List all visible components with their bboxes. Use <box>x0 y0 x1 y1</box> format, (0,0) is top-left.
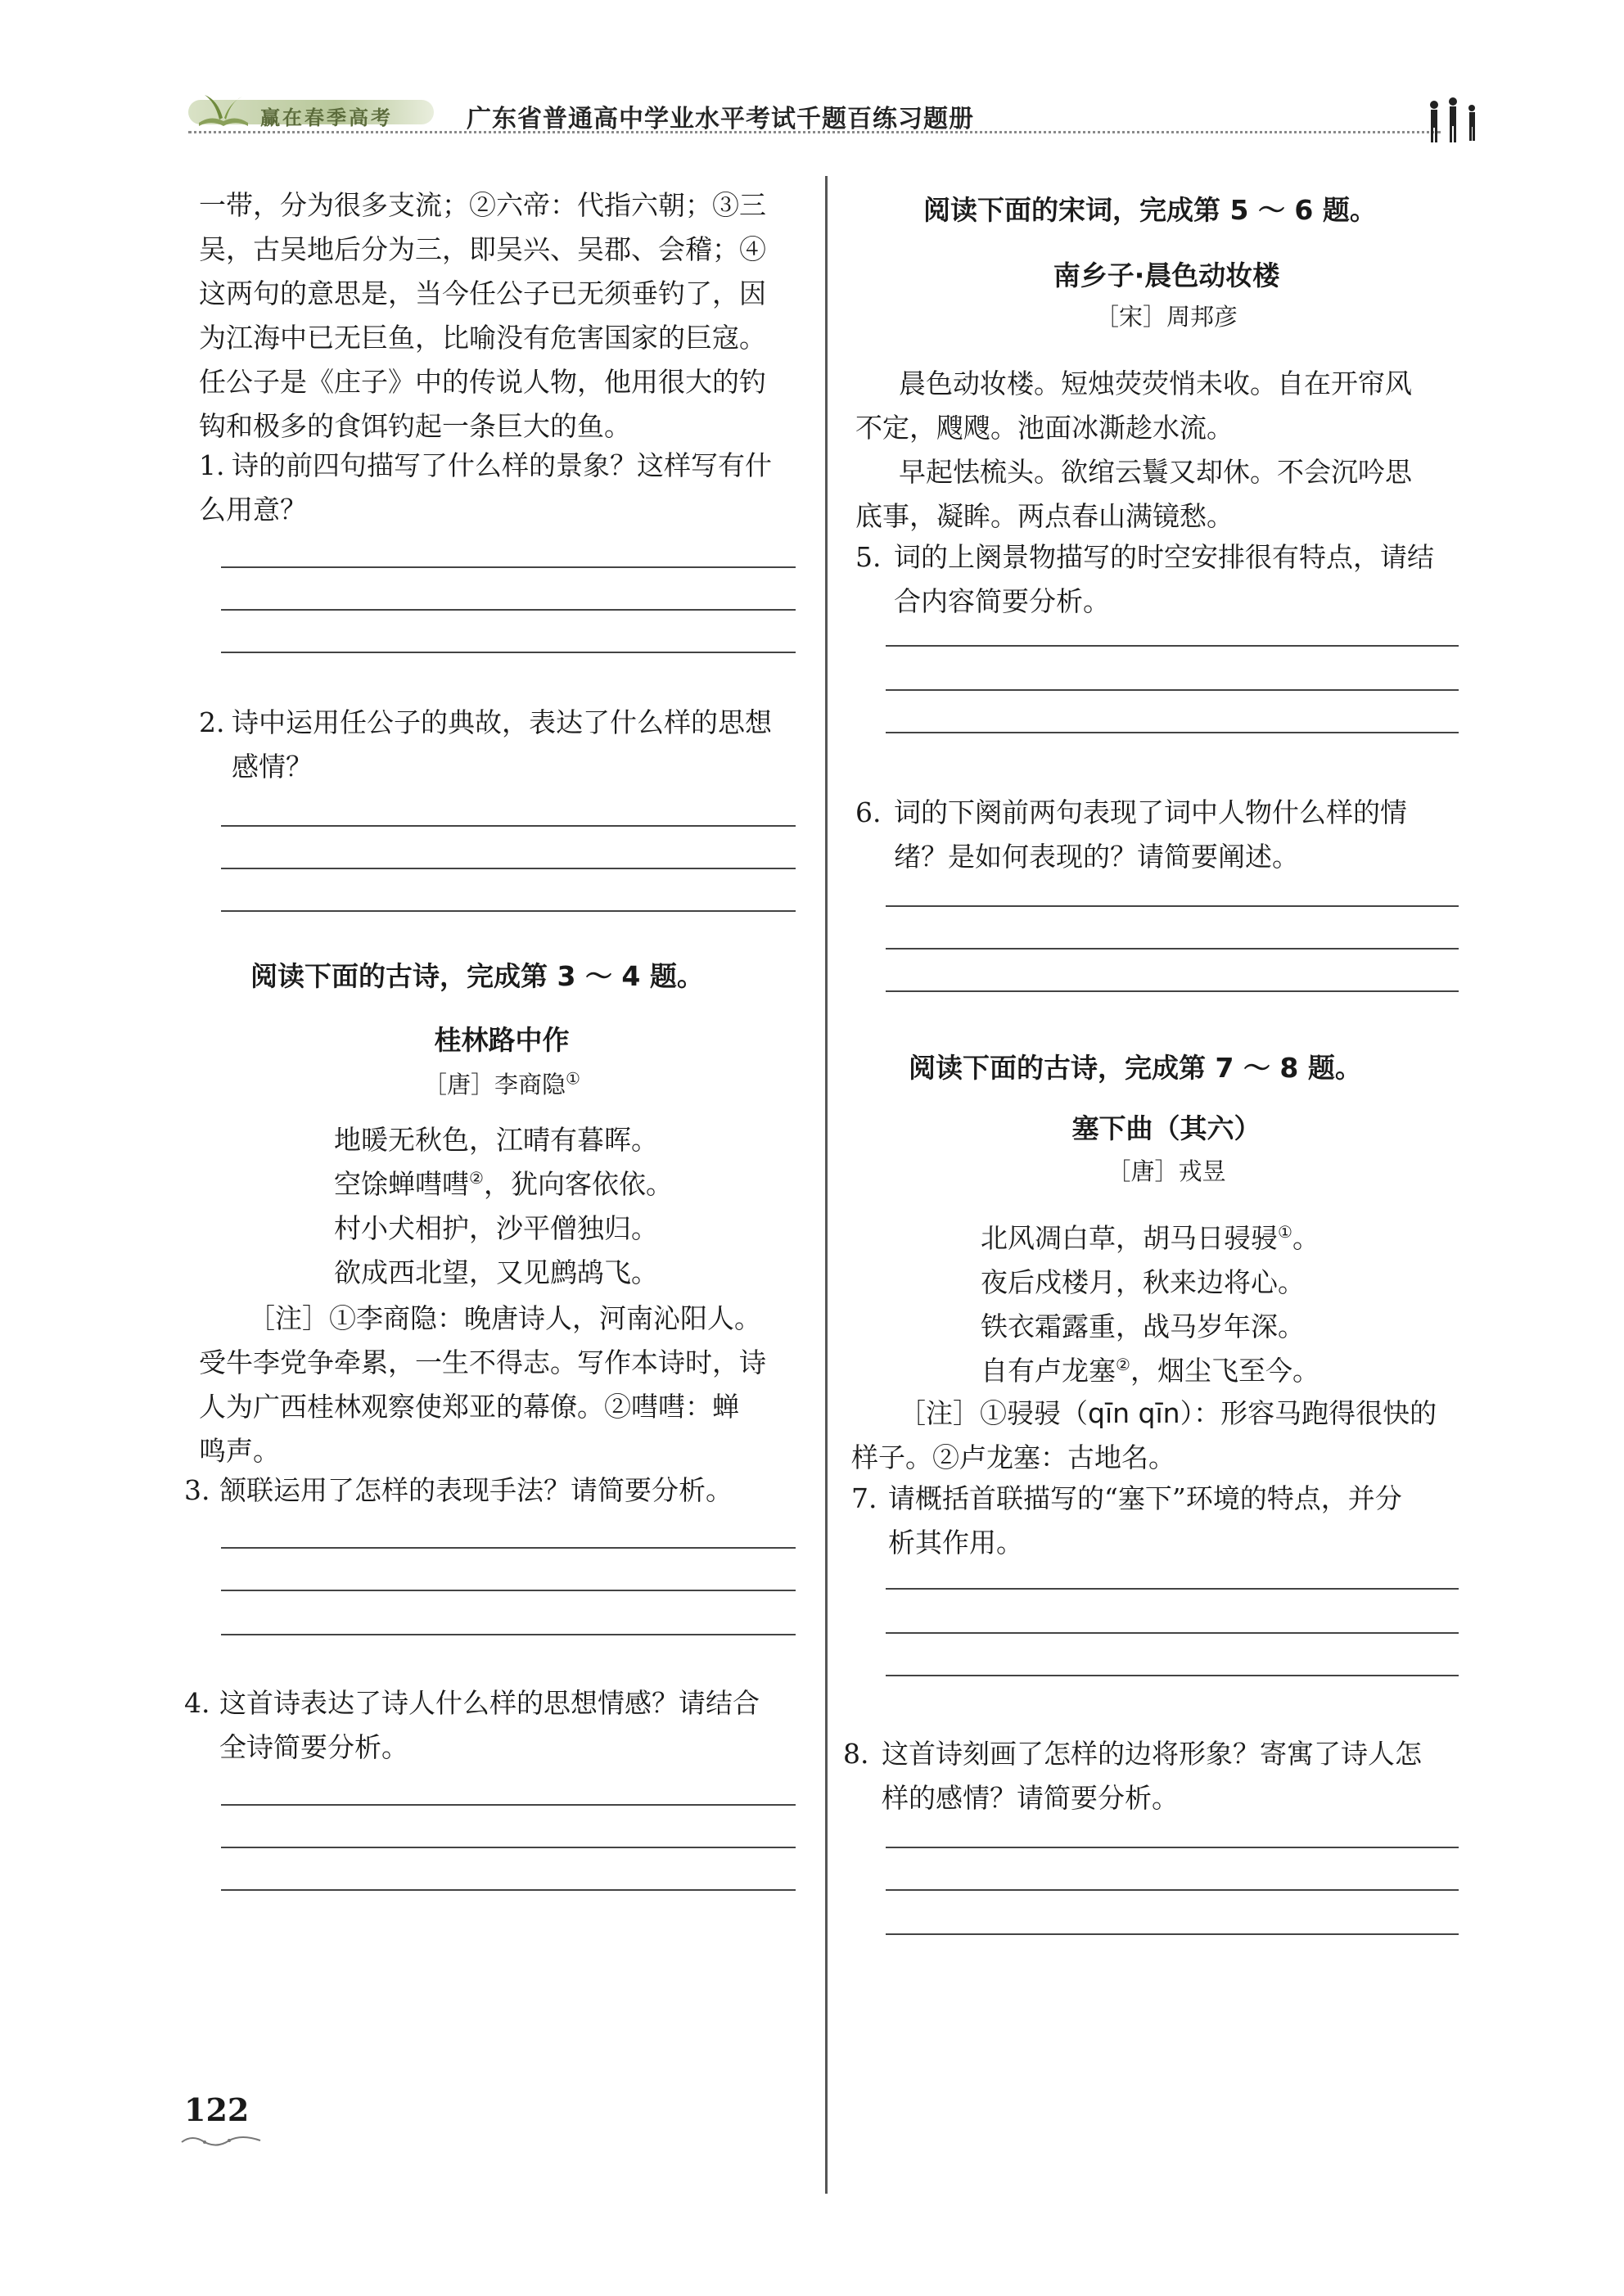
question-1-text-cont: 么用意？ <box>199 494 307 526</box>
book-title: 广东省普通高中学业水平考试千题百练习题册 <box>467 105 974 133</box>
answer-line[interactable] <box>886 1933 1459 1935</box>
answer-line[interactable] <box>886 1889 1459 1891</box>
answer-line[interactable] <box>221 1634 796 1635</box>
question-3-number: 3. <box>184 1474 210 1506</box>
question-7-text-cont: 析其作用。 <box>888 1527 1023 1558</box>
question-8-text-cont: 样的感情？请简要分析。 <box>882 1782 1179 1814</box>
poem-title-guilin: 桂林路中作 <box>434 1024 570 1056</box>
answer-line[interactable] <box>221 609 796 611</box>
question-3-text: 颔联运用了怎样的表现手法？请简要分析。 <box>219 1474 733 1506</box>
question-4-text-cont: 全诗简要分析。 <box>219 1731 408 1763</box>
ci-line: 不定，飕飕。池面冰澌趁水流。 <box>855 412 1234 444</box>
poem-line: 空馀蝉嘒嘒②，犹向客依依。 <box>334 1168 673 1200</box>
ci-line: 底事，凝眸。两点春山满镜愁。 <box>855 500 1234 532</box>
book-leaves-icon <box>195 90 252 131</box>
answer-line[interactable] <box>221 825 796 827</box>
poem-note-line: ［注］①李商隐：晚唐诗人，河南沁阳人。 <box>248 1302 761 1334</box>
question-4-number: 4. <box>184 1687 210 1719</box>
poem-line: 北风凋白草，胡马日骎骎①。 <box>981 1222 1320 1254</box>
notes-line-5: 任公子是《庄子》中的传说人物，他用很大的钓 <box>199 366 766 398</box>
poem-line: 地暖无秋色，江晴有暮晖。 <box>334 1124 658 1156</box>
question-5-text: 词的上阕景物描写的时空安排很有特点，请结 <box>894 541 1434 573</box>
question-1-text: 诗的前四句描写了什么样的景象？这样写有什 <box>232 449 772 481</box>
answer-line[interactable] <box>886 990 1459 992</box>
question-8-number: 8. <box>843 1738 869 1770</box>
answer-line[interactable] <box>221 1889 796 1891</box>
notes-line-3: 这两句的意思是，当今任公子已无须垂钓了，因 <box>199 277 766 309</box>
question-7-number: 7. <box>851 1482 877 1514</box>
answer-line[interactable] <box>886 1632 1459 1634</box>
poem-title-saixiaqu: 塞下曲（其六） <box>1071 1112 1261 1144</box>
answer-line[interactable] <box>886 905 1459 907</box>
poem-author-guilin: ［唐］李商隐① <box>423 1068 580 1098</box>
question-6-text: 词的下阕前两句表现了词中人物什么样的情 <box>894 796 1407 828</box>
ci-line: 晨色动妆楼。短烛荧荧悄未收。自在开帘风 <box>899 368 1412 399</box>
poem-note-line: 鸣声。 <box>199 1435 280 1467</box>
question-4-text: 这首诗表达了诗人什么样的思想情感？请结合 <box>219 1687 760 1719</box>
poem-title-nanxiangzi: 南乡子·晨色动妆楼 <box>1053 259 1280 291</box>
poem-line: 自有卢龙塞②，烟尘飞至今。 <box>981 1355 1320 1387</box>
poem-line: 欲成西北望，又见鹧鸪飞。 <box>334 1256 658 1288</box>
poem-author-saixiaqu: ［唐］戎昱 <box>1107 1157 1226 1185</box>
question-8-text: 这首诗刻画了怎样的边将形象？寄寓了诗人怎 <box>882 1738 1422 1770</box>
notes-line-1: 一带，分为很多支流；②六帝：代指六朝；③三 <box>199 189 766 221</box>
answer-line[interactable] <box>886 1847 1459 1848</box>
column-divider <box>825 176 828 2194</box>
answer-line[interactable] <box>886 732 1459 733</box>
ornament-icon <box>180 2132 262 2149</box>
question-6-number: 6. <box>855 796 882 828</box>
question-5-number: 5. <box>855 541 882 573</box>
answer-line[interactable] <box>221 1847 796 1848</box>
ci-line: 早起怯梳头。欲绾云鬟又却休。不会沉吟思 <box>899 456 1412 488</box>
answer-line[interactable] <box>886 645 1459 647</box>
poem-note-line: 样子。②卢龙塞：古地名。 <box>851 1441 1175 1473</box>
page-number: 122 <box>184 2091 250 2128</box>
question-6-text-cont: 绪？是如何表现的？请简要阐述。 <box>894 841 1299 873</box>
notes-line-2: 吴，古吴地后分为三，即吴兴、吴郡、会稽；④ <box>199 233 766 265</box>
question-5-text-cont: 合内容简要分析。 <box>894 585 1110 617</box>
answer-line[interactable] <box>221 910 796 912</box>
answer-line[interactable] <box>221 566 796 568</box>
walking-people-icon <box>1424 97 1482 146</box>
answer-line[interactable] <box>221 652 796 653</box>
question-2-text-cont: 感情？ <box>232 751 313 783</box>
answer-line[interactable] <box>886 1588 1459 1590</box>
question-1-number: 1. <box>199 449 225 481</box>
section-intro-5-6: 阅读下面的宋词，完成第 5 ～ 6 题。 <box>923 194 1377 226</box>
answer-line[interactable] <box>221 1804 796 1806</box>
poem-author-nanxiangzi: ［宋］周邦彦 <box>1094 303 1238 331</box>
section-intro-3-4: 阅读下面的古诗，完成第 3 ～ 4 题。 <box>250 960 704 992</box>
question-7-text: 请概括首联描写的“塞下”环境的特点，并分 <box>888 1482 1402 1514</box>
header-rule <box>188 131 1441 133</box>
answer-line[interactable] <box>221 868 796 869</box>
notes-line-6: 钩和极多的食饵钓起一条巨大的鱼。 <box>199 410 631 442</box>
answer-line[interactable] <box>221 1547 796 1549</box>
question-2-text: 诗中运用任公子的典故，表达了什么样的思想 <box>232 706 772 738</box>
answer-line[interactable] <box>886 689 1459 691</box>
brand-name: 赢在春季高考 <box>260 106 393 129</box>
poem-line: 村小犬相护，沙平僧独归。 <box>334 1212 658 1244</box>
poem-line: 铁衣霜露重，战马岁年深。 <box>981 1310 1305 1342</box>
poem-note-line: 受牛李党争牵累，一生不得志。写作本诗时，诗 <box>199 1346 766 1378</box>
notes-line-4: 为江海中已无巨鱼，比喻没有危害国家的巨寇。 <box>199 322 766 354</box>
question-2-number: 2. <box>199 706 225 738</box>
answer-line[interactable] <box>886 948 1459 950</box>
poem-line: 夜后戍楼月，秋来边将心。 <box>981 1266 1305 1298</box>
answer-line[interactable] <box>221 1590 796 1591</box>
poem-note-line: 人为广西桂林观察使郑亚的幕僚。②嘒嘒：蝉 <box>199 1391 739 1423</box>
answer-line[interactable] <box>886 1675 1459 1676</box>
section-intro-7-8: 阅读下面的古诗，完成第 7 ～ 8 题。 <box>909 1052 1362 1084</box>
poem-note-line: ［注］①骎骎（qīn qīn）：形容马跑得很快的 <box>899 1397 1437 1429</box>
